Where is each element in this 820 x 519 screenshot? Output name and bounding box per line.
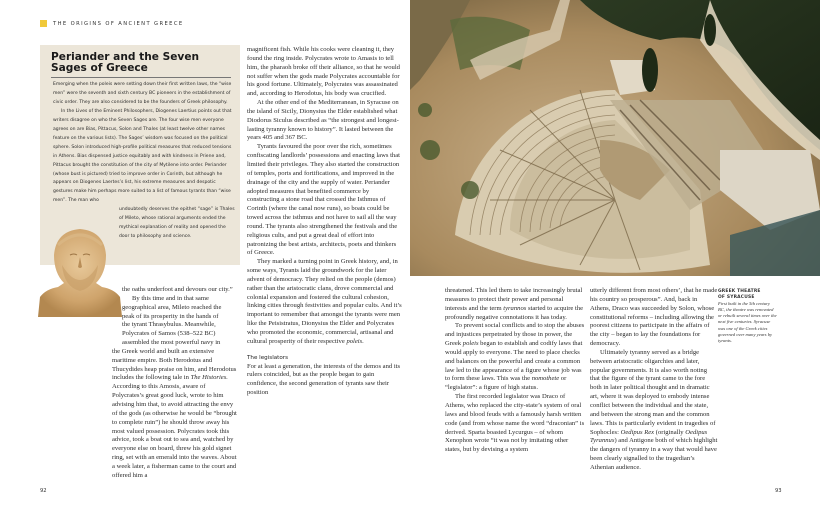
greek-theatre-photo bbox=[410, 0, 820, 276]
body-paragraph: Tyrants favoured the poor over the rich, sometimes confiscating landlords’ possessions and enacting laws that limited their privileges. They also started the construction of temples, ports and fortifications, and improved in the drainage of the city and the supply of water. Periander adopted measures that benefited commerce by constructing a stone road that crossed the Isthmus of Corinth (where the canal now runs), so boats could be towed across the isthmus and not have to sail all the way round. The tyrants also strengthened the festivals and the religious cults, and put a great deal of effort into patronizing the best artists, architects, poets and thinkers of Greece. bbox=[247, 143, 400, 257]
body-paragraph: At the other end of the Mediterranean, in Syracuse on the island of Sicily, Dionysius the Elder established what Diodorus Siculus described as “the strongest and longest-lasting tyranny known to history”. It lasted between the years 405 and 367 BC. bbox=[247, 99, 399, 142]
sidebar-title: Periander and the Seven Sages of Greece bbox=[51, 52, 231, 78]
body-paragraph: utterly different from most others’, that he made his country so prosperous”. And, back in Athens, Draco was succeeded by Solon, whose constitutional reforms – including allowing the poorest citizens to participate in the affairs of the city – began to lay the foundations for democracy. bbox=[590, 287, 718, 348]
body-text: ) and Antigone both of which highlight the dangers of tyranny in a way that would have been clearly signalled to the tragedian’s Athenian audience. bbox=[590, 437, 718, 471]
periander-bust-image bbox=[36, 225, 124, 317]
body-paragraph: The first recorded legislator was Draco of Athens, who replaced the city-state’s system of oral laws and blood feuds with a famously harsh written code (and from whose name the word “draconian” is derived. Sparta boasted Lycurgus – of whom Xenophon wrote “it was not by imitating other states, but by devising a system bbox=[445, 393, 585, 454]
sidebar-body bbox=[53, 81, 235, 242]
sidebar-paragraph: Emerging when the poleis were setting down their first written laws, the “wise men” were the seventh and sixth century BC pioneers in the establishment of civic order. They are also considered to be the founders of Greek philosophy. bbox=[53, 82, 232, 105]
body-text: started to acquire the profoundly negative connotations it has today. bbox=[445, 304, 584, 321]
italic-term: nomothete bbox=[531, 375, 560, 383]
body-text: To prevent social conflicts and to stop the abuses and injustices perpetrated by those in power, the Greek bbox=[445, 322, 585, 348]
body-line: assembled the most powerful navy in bbox=[122, 339, 221, 347]
right-column-1 bbox=[445, 287, 585, 455]
body-line: the tyrant Thrasybulus. Meanwhile, bbox=[122, 321, 216, 329]
page-number-left: 92 bbox=[40, 488, 47, 494]
body-text: Ultimately tyranny served as a bridge between aristocratic oligarchies and later, popular governments. It is also worth noting that the figure of the tyrant came to the fore both in later political thought and in dramatic art, where it was deployed to embody intense conflict between the individual and the state, and between the strong man and the common laws. This is particularly evident in tragedies of Sophocles: bbox=[590, 348, 716, 436]
left-main-column bbox=[112, 286, 242, 481]
sidebar-paragraph: undoubtedly deserves the epithet “sage” is Thales of Mileto, whose rational arguments ended the mythical explanation of reality and opened the door to philosophy and science. bbox=[119, 207, 235, 240]
caption-title-line: OF SYRACUSE bbox=[718, 295, 755, 301]
caption-title-line: GREEK THEATRE bbox=[718, 289, 761, 294]
page-number-right: 93 bbox=[775, 488, 782, 494]
theatre-aerial-image bbox=[410, 0, 820, 276]
body-text: threatened. This led them to take increasingly brutal measures to protect their power and personal interests and the term bbox=[445, 287, 583, 312]
italic-term: poleis bbox=[462, 340, 479, 348]
body-line: peak of its prosperity in the hands of bbox=[122, 312, 219, 320]
italic-title: Oedipus Tyrannus bbox=[590, 428, 708, 445]
running-head bbox=[40, 20, 184, 27]
body-paragraph bbox=[445, 287, 585, 322]
body-paragraph: magnificent fish. While his cooks were cleaning it, they found the ring inside. Polycrates wrote to Amasis to tell him, the pharaoh broke off their alliance, so that he would not suffer when the gods made Polycrates accountable for his good fortune. Ultimately, Polycrates was assassinated and, according to Herodotus, his body was crucified. bbox=[247, 46, 400, 98]
body-line: the oaths underfoot and devours our city.” bbox=[122, 286, 233, 293]
photo-caption bbox=[718, 289, 778, 344]
body-paragraph bbox=[590, 349, 718, 473]
italic-term: poleis. bbox=[346, 337, 364, 345]
middle-column bbox=[247, 46, 402, 398]
body-text: the Greek world and built an extensive maritime empire. Both Herodotus and Thucydides heap praise on him, and Herodotus includes the following tale in bbox=[112, 347, 237, 382]
subhead-legislators: The legislators bbox=[247, 354, 289, 361]
italic-term: tyrannos bbox=[503, 304, 527, 312]
body-paragraph bbox=[112, 348, 238, 481]
body-text: began to establish and codify laws that would apply to everyone. The need to place checks and balances on the powerful and create a common law led to the appearance of a figure whose job was to form these laws. This was the bbox=[445, 340, 583, 383]
body-paragraph: For at least a generation, the interests of the demos and its rulers coincided, but as the people began to gain confidence, the second generation of tyrants saw their position bbox=[247, 362, 401, 397]
section-marker-icon bbox=[40, 20, 47, 27]
body-line: Polycrates of Samos (538–522 BC) bbox=[122, 330, 216, 338]
running-head-text: THE ORIGINS OF ANCIENT GREECE bbox=[53, 20, 184, 27]
sidebar-paragraph: In the Lives of the Eminent Philosophers, Diogenes Laertius points out that writers disagree on who the Seven Sages are. The four wise men everyone agrees on are Bias, Pittacus, Solon and Thales (at least twelve other names feature on the various lists). The Sages’ wisdom was focused on the political sphere. Solon introduced high-profile political measures that reduced tensions in Athens. Bias dispensed justice equitably and with kindness in Priene and, Pittacus brought the constitution of the city of Mytilene into order. Periander (whose bust is pictured) tried to improve order in Corinth, but although he appears on Diogenes Laertes’s list, his extreme measures and despotic gestures make him perhaps more suited to a list of famous tyrants than “wise men”. The man who bbox=[53, 108, 232, 204]
body-line: geographical area, Mileto reached the bbox=[122, 303, 222, 311]
body-text: They marked a turning point in Greek history, and, in some ways, Tyrants laid the groundwork for the later advent of democracy. They relied on the people (demos) rather than the aristocratic clans, drove commercial and colonial expansion and fostered the cultural cohesion, linking cities through festivities and popular cults. And it’s important to remember that amongst the tyrants were men like the Peisistratus, Dionysius the Elder and Polycrates who promoted the economic, commercial, artisanal and cultural prosperity of their respective bbox=[247, 258, 402, 345]
book-title: The Histories. bbox=[190, 374, 228, 382]
body-text: or “legislator”: a figure of high status. bbox=[445, 375, 567, 392]
body-paragraph bbox=[445, 322, 585, 393]
caption-body: First built in the 5th century BC, the theatre was renovated or rebuilt several times over the next five centuries. Syracuse was one of the Greek cities governed over many years by tyrants. bbox=[718, 301, 777, 343]
body-text: According to this Amosis, aware of Polycrates’s great good luck, wrote to him advising him that, to avoid attracting the envy of the gods (as otherwise he would be “brought to complete ruin”) he should throw away his most valued possession. Polycrates took this advice, took a boat out to sea and, watched by everyone else on board, threw his gold signet ring, set with an emerald into the waves. About a week later, a fisherman came to the court and offered him a bbox=[112, 383, 237, 479]
body-paragraph bbox=[247, 258, 402, 346]
body-line: By this time and in that same bbox=[132, 294, 209, 302]
body-text: (originally bbox=[654, 428, 686, 436]
right-column-2 bbox=[590, 287, 718, 473]
italic-title: Oedipus Rex bbox=[620, 428, 655, 436]
